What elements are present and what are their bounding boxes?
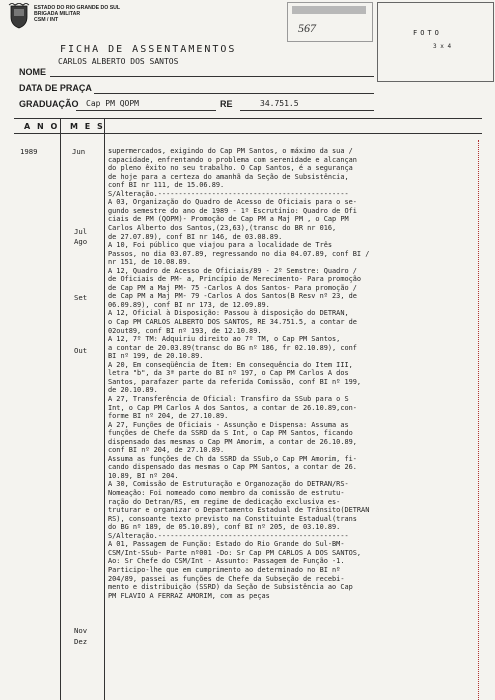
entry-line: CSM/Int-SSub- Parte nº001 -Do: Sr Cap PM CARLOS A DOS SANTOS, <box>108 548 362 557</box>
table-top-rule <box>14 118 482 119</box>
re-value: 34.751.5 <box>260 99 299 108</box>
entry-line: Carlos Alberto dos Santos,(23,63),(transc do BR nr 016, <box>108 223 337 232</box>
entry-line: 02out89, conf BI nº 193, de 12.10.89. <box>108 326 262 335</box>
month-label: Jun <box>72 147 86 156</box>
entry-line: ração do Detran/RS, em regime de dedicação exclusiva es- <box>108 497 341 506</box>
entry-line: gundo semestre do ano de 1989 - 1º Escrutínio: Quadro de Ofi <box>108 206 357 215</box>
photo-box <box>377 2 494 82</box>
org-line-unit: CSM / INT <box>34 17 59 23</box>
name-underline <box>50 76 374 77</box>
entry-line: 10.89, BI nº 204. <box>108 471 179 480</box>
rank-underline <box>76 110 216 111</box>
entry-line: ciais de PM (QOPM)- Promoção de Cap PM a Maj PM , o Cap PM <box>108 215 349 224</box>
re-underline <box>240 110 374 111</box>
entry-line: A 10, Foi público que viajou para a localidade de Três <box>108 241 333 250</box>
entry-line: cando dispensado das mesmas o Cap PM Santos, a contar de 26. <box>108 463 357 472</box>
entry-line: funções de Chefe da SSRD da S Int, o Cap PM Santos, ficando <box>108 429 353 438</box>
rank-label: GRADUAÇÃO <box>19 99 79 109</box>
entry-line: S/Alteração.---------------------------------------------- <box>108 531 349 540</box>
entry-line: de Cap PM a Maj PM- 79 -Carlos A dos Santos(B Resv nº 23, de <box>108 292 357 301</box>
month-label: Dez <box>74 637 88 646</box>
photo-label: FOTO <box>413 29 442 37</box>
month-column-header: M E S <box>70 122 105 131</box>
entry-line: supermercados, exigindo do Cap PM Santos, o máximo da sua / <box>108 147 353 155</box>
entry-line: A 12, Oficial à Disposição: Passou à disposição do DETRAN, <box>108 309 349 318</box>
entry-line: nr 151, de 10.08.89. <box>108 258 191 267</box>
entry-line: Ao: Sr Chefe do CSM/Int - Assunto: Passagem de Função -1. <box>108 557 345 566</box>
photo-size: 3 x 4 <box>433 43 452 50</box>
entry-line: truturar e organizar o Departamento Estadual de Trânsito(DETRAN <box>108 506 370 515</box>
entry-line: A 27, Funções de Oficiais - Assunção e Dispensa: Assuma as <box>108 420 349 429</box>
org-line-state: ESTADO DO RIO GRANDE DO SUL <box>34 5 121 11</box>
entry-line: conf BI nr 111, de 15.06.89. <box>108 181 225 190</box>
entry-line: do BG nº 189, de 05.10.89), conf BI nº 205, de 03.10.89. <box>108 523 341 532</box>
coat-of-arms-icon <box>8 3 30 29</box>
entry-line: RS), consoante texto previsto na Constituinte Estadual(trans <box>108 514 357 523</box>
name-value: CARLOS ALBERTO DOS SANTOS <box>58 57 179 66</box>
entry-line: conf BI nº 204, de 27.10.89. <box>108 446 225 455</box>
stamp-number: 567 <box>298 21 316 35</box>
table-header-rule <box>14 133 482 134</box>
entry-line: A 20, Em conseqüência de Ítem: Em consequência do Item III, <box>108 360 353 369</box>
month-label: Nov <box>74 626 88 635</box>
month-label: Jul <box>74 227 88 236</box>
rank-value: Cap PM QOPM <box>86 99 139 108</box>
re-label: RE <box>220 99 233 109</box>
entry-line: Assuma as funções de Ch da SSRD da SSub,o Cap PM Amorim, fi- <box>108 454 357 463</box>
entry-line: Santos, parafazer parte da referida Comissão, conf BI nº 199, <box>108 377 362 386</box>
entry-line: A 12, Quadro de Acesso de Oficiais/89 - 2º Semstre: Quadro / <box>108 266 357 275</box>
month-label: Out <box>74 346 88 355</box>
entry-line: de 20.10.89. <box>108 386 158 395</box>
entry-line: letra "b", da 3ª parte do BI nº 197, o Cap PM Carlos A dos <box>108 369 349 378</box>
entry-line: o Cap PM CARLOS ALBERTO DOS SANTOS, RE 34.751.5, a contar de <box>108 318 357 326</box>
entry-line: de Cap PM a Maj PM- 75 -Carlos A dos Santos- Para promoção / <box>108 283 357 292</box>
entry-line: 204/89, passei as funções de Chefe da Subseção de recebi- <box>108 574 345 583</box>
entry-line: Nomeação: Foi nomeado como membro da comissão de estrutu- <box>108 489 345 497</box>
entry-line: 06.09.89), conf BI nr 173, de 12.09.89. <box>108 300 270 309</box>
org-line-brigade: BRIGADA MILITAR <box>34 11 81 17</box>
entry-line: PM FLAVIO A FERRAZ AMORIM, com as peças <box>108 591 270 600</box>
entry-line: de hoje para a certeza do amanhã da Seção de Subsistência, <box>108 172 349 181</box>
entry-line: a contar de 20.03.89(transc do BG nº 186, fr 02.10.89), conf <box>108 343 357 352</box>
entry-line: do pleno êxito no seu trabalho. O Cap Santos, é a segurança <box>108 164 353 173</box>
month-label: Ago <box>74 237 88 246</box>
entry-line: de 27.07.89), conf BI nr 146, de 03.08.89. <box>108 232 283 241</box>
entry-line: capacidade, enfrentando o problema com serenidade e alcançan <box>108 155 357 164</box>
archive-stamp <box>287 2 373 42</box>
month-column-divider <box>104 118 105 700</box>
entry-line: A 30, Comissão de Estruturação e Organozação do DETRAN/RS- <box>108 480 349 489</box>
year-column-header: A N O <box>24 122 60 131</box>
month-label: Set <box>74 293 88 302</box>
name-label: NOME <box>19 67 46 77</box>
year-value: 1989 <box>20 147 38 156</box>
date-underline <box>94 93 374 94</box>
entry-line: S/Alteração.---------------------------------------------- <box>108 189 349 198</box>
margin-line <box>478 140 479 700</box>
entry-line: A 03, Organização do Quadro de Acesso de Oficiais para o se- <box>108 198 357 207</box>
entry-line: forme BI nº 204, de 27.10.89. <box>108 412 229 421</box>
entry-line: Passos, no dia 03.07.89, regressando no dia 04.07.89, conf BI / <box>108 249 370 258</box>
entry-line: BI nº 199, de 20.10.89. <box>108 352 204 361</box>
form-title: FICHA DE ASSENTAMENTOS <box>60 44 237 55</box>
entry-line: mento e distribuição (SSRD) da Seção de Subsistência ao Cap <box>108 583 353 592</box>
entry-line: Participo-lhe que em cumprimento ao determinado no BI nº <box>108 565 341 574</box>
entry-line: Int, o Cap PM Carlos A dos Santos, a contar de 26.10.89,con- <box>108 403 357 412</box>
entry-line: A 01, Passagem de Função: Estado do Rio Grande do Sul-BM- <box>108 540 345 549</box>
stamp-header-bar <box>292 6 366 14</box>
entry-line: A 27, Transferência de Oficial: Transfiro da SSub para o S <box>108 394 349 403</box>
year-column-divider <box>60 118 61 700</box>
entry-line: A 12, 7º TM: Adquiriu direito ao 7º TM, o Cap PM Santos, <box>108 335 341 344</box>
enlistment-date-label: DATA DE PRAÇA <box>19 83 92 93</box>
entry-line: de Oficiais de PM- a, Princípio de Merecimento- Para promoção <box>108 275 362 284</box>
entry-line: dispensado das mesmas o Cap PM Amorim, a contar de 26.10.89, <box>108 437 357 446</box>
